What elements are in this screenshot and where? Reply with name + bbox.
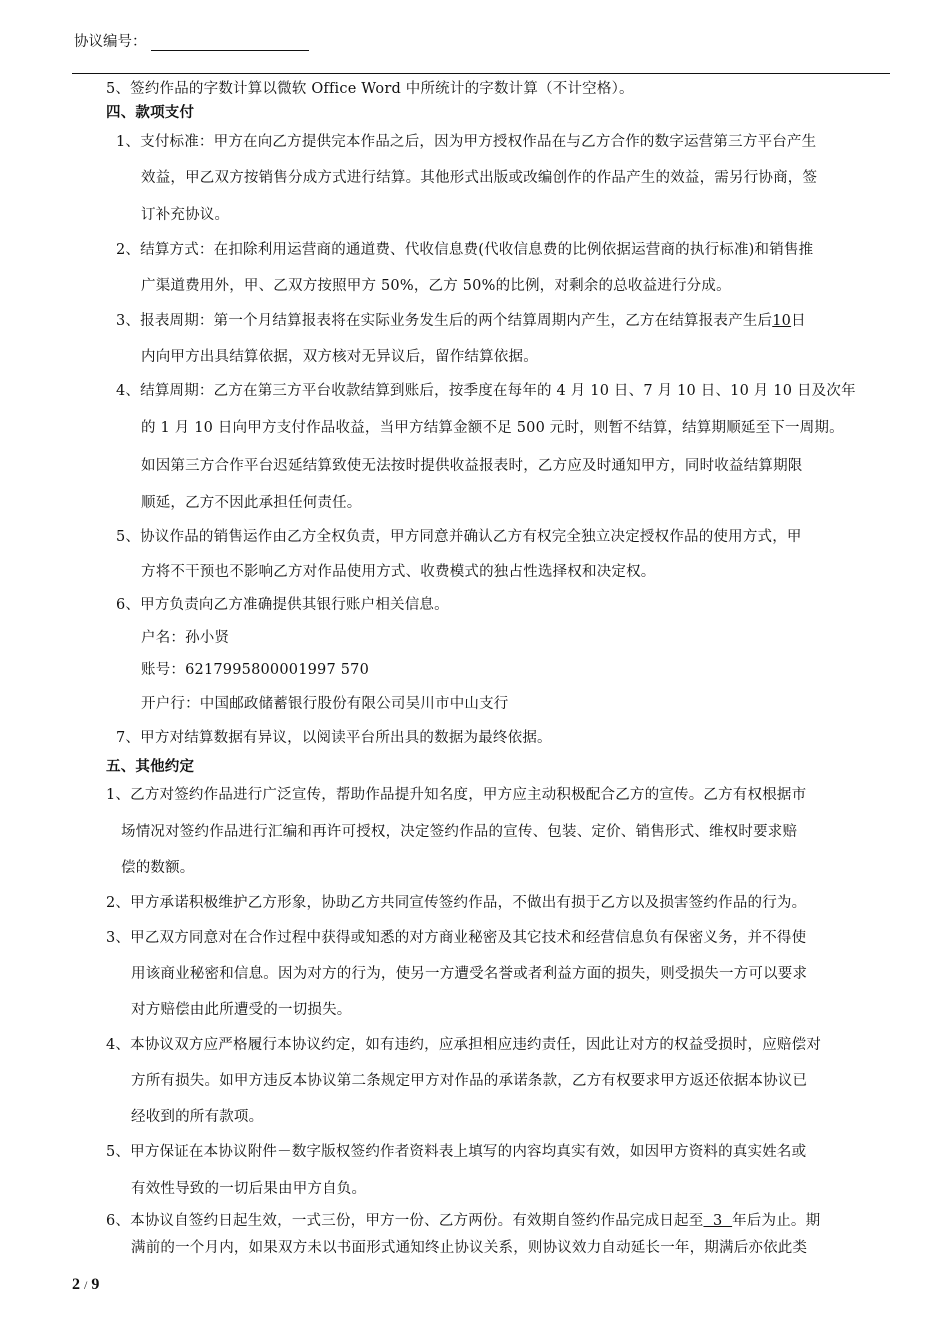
- line-other-4a: 4、本协议双方应严格履行本协议约定，如有违约，应承担相应违约责任，因此让对方的权益受损时，应赔偿对: [106, 1037, 822, 1053]
- line-other-5a: 5、甲方保证在本协议附件－数字版权签约作者资料表上填写的内容均真实有效，如因甲方资料的真实姓名或: [106, 1144, 807, 1160]
- report-days-unit: 日: [791, 313, 806, 329]
- line-payment-1a: 1、支付标准：甲方在向乙方提供完本作品之后，因为甲方授权作品在与乙方合作的数字运营第三方平台产生: [116, 134, 817, 150]
- line-other-3c: 对方赔偿由此所遭受的一切损失。: [131, 1002, 352, 1018]
- line-other-3a: 3、甲乙双方同意对在合作过程中获得或知悉的对方商业秘密及其它技术和经营信息负有保密义务，并不得使: [106, 930, 807, 946]
- line-payment-3b: 内向甲方出具结算依据，双方核对无异议后，留作结算依据。: [141, 349, 538, 365]
- account-bank: 开户行：中国邮政储蓄银行股份有限公司吴川市中山支行: [141, 696, 509, 712]
- validity-years-value: 3: [703, 1213, 733, 1229]
- agreement-number-blank: [151, 34, 309, 51]
- line-other-2: 2、甲方承诺积极维护乙方形象，协助乙方共同宣传签约作品，不做出有损于乙方以及损害签约作品的行为。: [106, 895, 807, 911]
- page-current: 2: [72, 1276, 80, 1293]
- line-payment-4b: 的 1 月 10 日向甲方支付作品收益，当甲方结算金额不足 500 元时，则暂不结算，结算期顺延至下一周期。: [141, 420, 844, 436]
- section-heading-payment: 四、款项支付: [106, 104, 195, 121]
- line-other-1c: 偿的数额。: [121, 860, 195, 876]
- line-payment-4d: 顺延，乙方不因此承担任何责任。: [141, 495, 362, 511]
- line-other-4c: 经收到的所有款项。: [131, 1109, 264, 1125]
- page-total: 9: [91, 1276, 100, 1293]
- line-payment-5b: 方将不干预也不影响乙方对作品使用方式、收费模式的独占性选择权和决定权。: [141, 564, 656, 580]
- line-payment-3a: [116, 309, 806, 330]
- line-payment-5a: 5、协议作品的销售运作由乙方全权负责，甲方同意并确认乙方有权完全独立决定授权作品的使用方式，甲: [116, 529, 802, 545]
- line-other-1b: 场情况对签约作品进行汇编和再许可授权，决定签约作品的宣传、包装、定价、销售形式、维权时要求赔: [121, 824, 798, 840]
- validity-years-unit: 年后为止。期: [732, 1213, 821, 1229]
- page-separator: /: [84, 1278, 88, 1292]
- line-payment-2b: 广渠道费用外，甲、乙双方按照甲方 50%，乙方 50%的比例，对剩余的总收益进行分成。: [141, 278, 731, 294]
- line-payment-1b: 效益，甲乙双方按销售分成方式进行结算。其他形式出版或改编创作的作品产生的效益，需另行协商，签: [141, 170, 818, 186]
- line-payment-7: 7、甲方对结算数据有异议，以阅读平台所出具的数据为最终依据。: [116, 730, 552, 746]
- line-payment-6: 6、甲方负责向乙方准确提供其银行账户相关信息。: [116, 597, 449, 613]
- report-days-value: 10: [772, 313, 792, 329]
- line-other-5b: 有效性导致的一切后果由甲方自负。: [131, 1181, 367, 1197]
- line-payment-2a: 2、结算方式：在扣除利用运营商的通道费、代收信息费(代收信息费的比例依据运营商的执行标准)和销售推: [116, 242, 814, 258]
- line-other-4b: 方所有损失。如甲方违反本协议第二条规定甲方对作品的承诺条款，乙方有权要求甲方返还依据本协议已: [131, 1073, 808, 1089]
- section-heading-other: 五、其他约定: [106, 758, 195, 775]
- agreement-number-label: 协议编号：: [74, 34, 147, 50]
- line-other-1a: 1、乙方对签约作品进行广泛宣传，帮助作品提升知名度，甲方应主动积极配合乙方的宣传。乙方有权根据市: [106, 787, 807, 803]
- header-rule: [72, 73, 890, 74]
- agreement-number: [74, 30, 309, 51]
- line-payment-4c: 如因第三方合作平台迟延结算致使无法按时提供收益报表时，乙方应及时通知甲方，同时收益结算期限: [141, 458, 803, 474]
- line-payment-3a-text: 3、报表周期：第一个月结算报表将在实际业务发生后的两个结算周期内产生，乙方在结算报表产生后: [116, 313, 773, 329]
- line-other-3b: 用该商业秘密和信息。因为对方的行为，使另一方遭受名誉或者利益方面的损失，则受损失一方可以要求: [131, 966, 808, 982]
- account-holder: 户名：孙小贤: [141, 630, 230, 646]
- line-other-6a: [106, 1209, 820, 1230]
- account-number: 账号：6217995800001997 570: [141, 662, 369, 678]
- page-number: [72, 1276, 99, 1294]
- line-other-6b: 满前的一个月内，如果双方未以书面形式通知终止协议关系，则协议效力自动延长一年，期满后亦依此类: [131, 1240, 808, 1256]
- line-payment-1c: 订补充协议。: [141, 207, 230, 223]
- line-word-count: 5、签约作品的字数计算以微软 Office Word 中所统计的字数计算（不计空格）。: [106, 81, 634, 97]
- line-payment-4a: 4、结算周期：乙方在第三方平台收款结算到账后，按季度在每年的 4 月 10 日、7 月 10 日、10 月 10 日及次年: [116, 383, 856, 399]
- line-other-6a-text: 6、本协议自签约日起生效，一式三份，甲方一份、乙方两份。有效期自签约作品完成日起至: [106, 1213, 704, 1229]
